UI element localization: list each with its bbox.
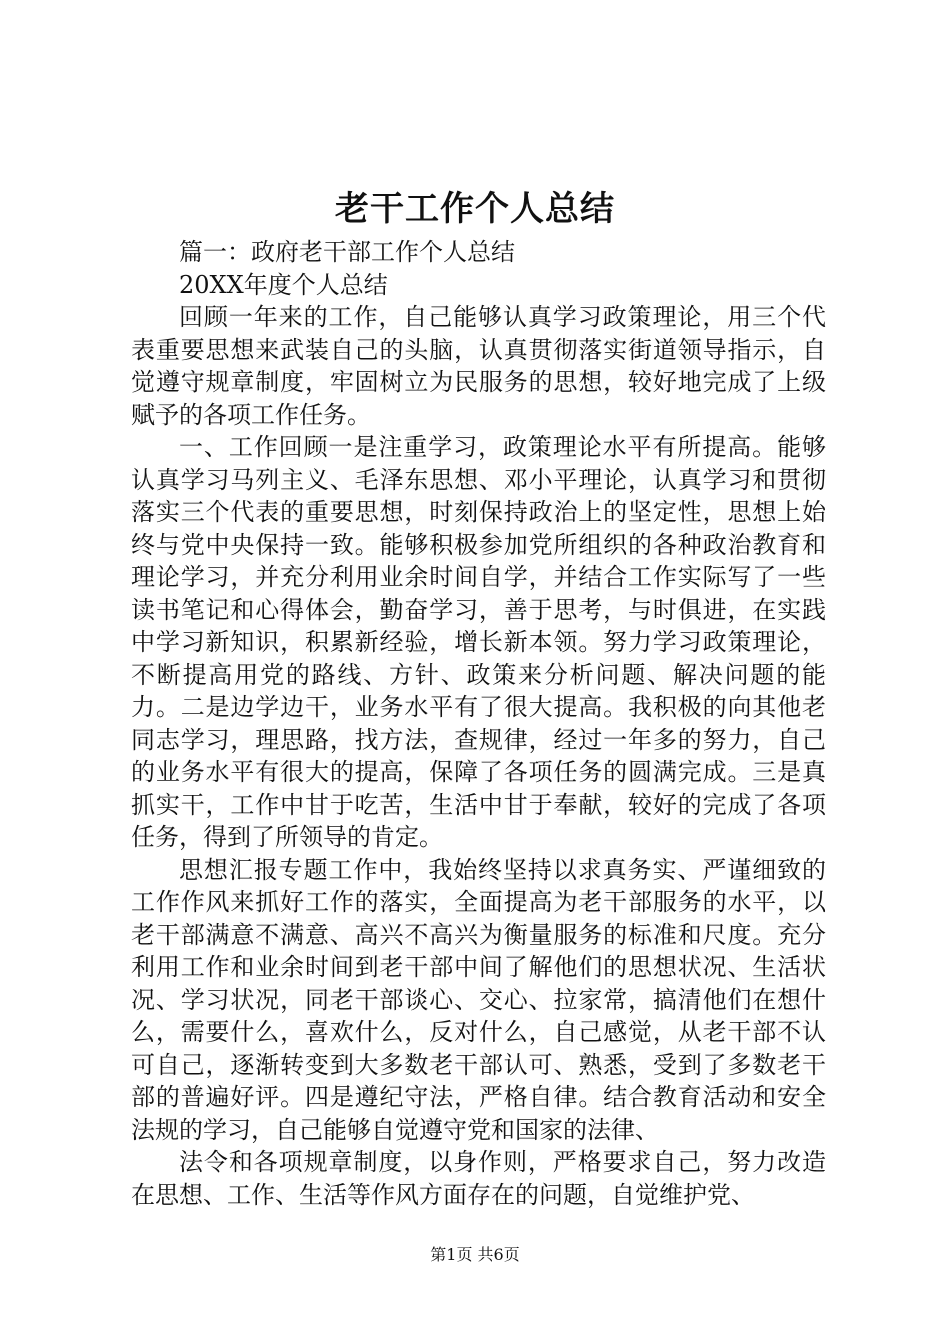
section-heading: 篇一：政府老干部工作个人总结 [179, 238, 515, 266]
page-number-footer: 第1页 共6页 [430, 1245, 520, 1264]
paragraph: 法令和各项规章制度，以身作则，严格要求自己，努力改造在思想、工作、生活等作风方面存在的问题，自觉维护党、 [131, 1148, 826, 1209]
paragraph: 一、工作回顾一是注重学习，政策理论水平有所提高。能够认真学习马列主义、毛泽东思想、邓小平理论，认真学习和贯彻落实三个代表的重要思想，时刻保持政治上的坚定性，思想上始终与党中央保持一致。能够积极参加党所组织的各种政治教育和理论学习，并充分利用业余时间自学，并结合工作实际写了一些读书笔记和心得体会，勤奋学习，善于思考，与时俱进，在实践中学习新知识，积累新经验，增长新本领。努力学习政策理论，不断提高用党的路线、方针、政策来分析问题、解决问题的能力。二是边学边干，业务水平有了很大提高。我积极的向其他老同志学习，理思路，找方法，查规律，经过一年多的努力，自己的业务水平有很大的提高，保障了各项任务的圆满完成。三是真抓实干，工作中甘于吃苦，生活中甘于奉献，较好的完成了各项任务，得到了所领导的肯定。 [131, 433, 826, 851]
paragraph: 思想汇报专题工作中，我始终坚持以求真务实、严谨细致的工作作风来抓好工作的落实，全面提高为老干部服务的水平，以老干部满意不满意、高兴不高兴为衡量服务的标准和尺度。充分利用工作和业余时间到老干部中间了解他们的思想状况、生活状况、学习状况，同老干部谈心、交心、拉家常，搞清他们在想什么，需要什么，喜欢什么，反对什么，自己感觉，从老干部不认可自己，逐渐转变到大多数老干部认可、熟悉，受到了多数老干部的普遍好评。四是遵纪守法，严格自律。结合教育活动和安全法规的学习，自己能够自觉遵守党和国家的法律、 [131, 855, 826, 1144]
paragraph: 回顾一年来的工作，自己能够认真学习政策理论，用三个代表重要思想来武装自己的头脑，认真贯彻落实街道领导指示，自觉遵守规章制度，牢固树立为民服务的思想，较好地完成了上级赋予的各项工作任务。 [131, 303, 826, 429]
document-body [131, 236, 826, 1211]
subtitle-line: 20XX年度个人总结 [179, 270, 388, 299]
document-title: 老干工作个人总结 [335, 189, 615, 229]
